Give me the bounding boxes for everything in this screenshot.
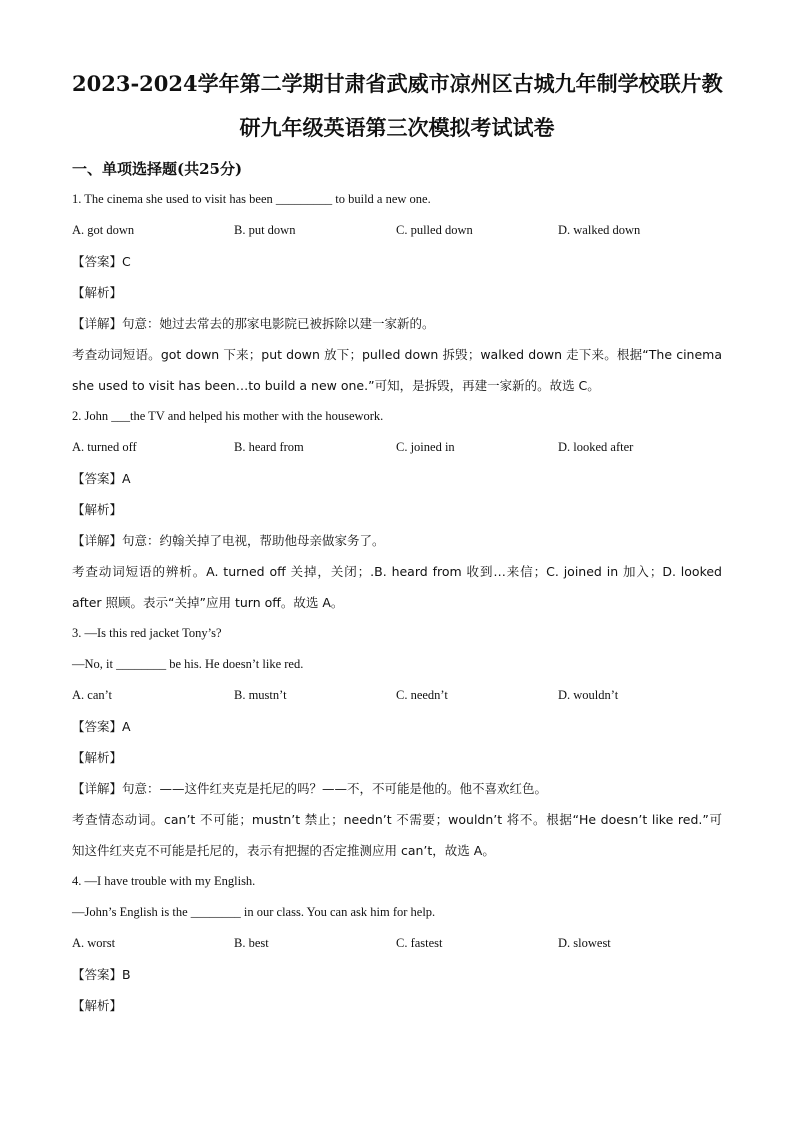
question-stem: 2. John ___the TV and helped his mother with the housework. — [72, 409, 384, 423]
question-2 — [72, 401, 722, 618]
question-4 — [72, 866, 722, 1021]
answer-line: 【答案】A — [72, 719, 131, 734]
question-stem: 1. The cinema she used to visit has been _________ to build a new one. — [72, 192, 431, 206]
option-c: C. pulled down — [396, 223, 473, 237]
question-stem: —John’s English is the ________ in our class. You can ask him for help. — [72, 905, 436, 919]
option-a: A. can’t — [72, 688, 113, 702]
analysis-label: 【解析】 — [72, 998, 123, 1013]
analysis-label: 【解析】 — [72, 750, 123, 765]
explanation-line: 【详解】句意：她过去常去的那家电影院已被拆除以建一家新的。 — [72, 316, 435, 331]
section-heading: 一、单项选择题(共25分) — [72, 160, 243, 178]
explanation-line: 【详解】句意：——这件红夹克是托尼的吗？——不，不可能是他的。他不喜欢红色。 — [72, 781, 548, 796]
question-3 — [72, 618, 722, 866]
option-c: C. needn’t — [396, 688, 448, 702]
analysis-label: 【解析】 — [72, 285, 123, 300]
explanation-line: 【详解】句意：约翰关掉了电视，帮助他母亲做家务了。 — [72, 533, 385, 548]
answer-options — [72, 432, 722, 463]
explanation-line: 考查动词短语的辨析。A. turned off 关掉，关闭；.B. heard from 收到…来信；C. joined in 加入；D. looked — [72, 564, 722, 579]
question-1 — [72, 184, 722, 401]
option-d: D. wouldn’t — [558, 688, 619, 702]
answer-options — [72, 680, 722, 711]
explanation-line: after 照顾。表示“关掉”应用 turn off。故选 A。 — [72, 595, 344, 610]
option-c: C. joined in — [396, 440, 455, 454]
analysis-label: 【解析】 — [72, 502, 123, 517]
option-a: A. turned off — [72, 440, 137, 454]
answer-line: 【答案】C — [72, 254, 131, 269]
option-b: B. heard from — [234, 440, 304, 454]
question-list — [72, 184, 722, 1021]
answer-options — [72, 928, 722, 959]
explanation-line: 知这件红夹克不可能是托尼的，表示有把握的否定推测应用 can’t，故选 A。 — [72, 843, 495, 858]
answer-options — [72, 215, 722, 246]
page-title-line2: 研九年级英语第三次模拟考试试卷 — [239, 115, 555, 140]
option-a: A. worst — [72, 936, 116, 950]
answer-line: 【答案】A — [72, 471, 131, 486]
option-b: B. best — [234, 936, 269, 950]
answer-line: 【答案】B — [72, 967, 131, 982]
explanation-line: she used to visit has been…to build a new one.”可知，是拆毁，再建一家新的。故选 C。 — [72, 378, 600, 393]
option-b: B. mustn’t — [234, 688, 287, 702]
option-c: C. fastest — [396, 936, 443, 950]
page-title-line1: 2023-2024学年第二学期甘肃省武威市凉州区古城九年制学校联片教 — [72, 71, 723, 96]
option-d: D. looked after — [558, 440, 634, 454]
explanation-line: 考查情态动词。can’t 不可能；mustn’t 禁止；needn’t 不需要；wouldn’t 将不。根据“He doesn’t like red.”可 — [72, 812, 722, 827]
question-stem: —No, it ________ be his. He doesn’t like red. — [72, 657, 304, 671]
question-stem: 4. —I have trouble with my English. — [72, 874, 256, 888]
question-stem: 3. —Is this red jacket Tony’s? — [72, 626, 222, 640]
option-d: D. slowest — [558, 936, 611, 950]
option-d: D. walked down — [558, 223, 641, 237]
option-b: B. put down — [234, 223, 296, 237]
option-a: A. got down — [72, 223, 135, 237]
explanation-line: 考查动词短语。got down 下来；put down 放下；pulled down 拆毁；walked down 走下来。根据“The cinema — [72, 347, 722, 362]
